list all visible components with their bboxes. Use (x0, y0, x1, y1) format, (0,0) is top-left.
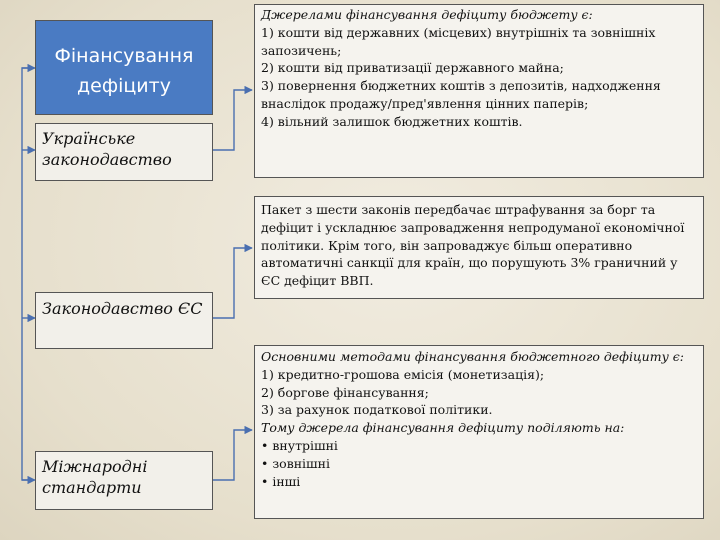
title-line-1: Фінансування (54, 44, 194, 67)
source-bullet: • зовнішні (261, 455, 331, 471)
source-bullet: • інші (261, 473, 301, 489)
methods-line: 3) за рахунок податкової політики. (261, 402, 493, 418)
methods-heading: Основними методами фінансування бюджетного дефіциту є: (261, 349, 685, 364)
eu-law-label: Законодавство ЄС (42, 299, 203, 318)
methods-line: 1) кредитно-грошова емісія (монетизація); (261, 366, 545, 382)
international-line-2: стандарти (42, 478, 142, 497)
ukraine-sources-panel (254, 4, 704, 178)
ukraine-panel-line: 3) повернення бюджетних коштів з депозитів, надходження (261, 78, 661, 94)
source-bullet: • внутрішні (261, 437, 338, 453)
international-line-1: Міжнародні (42, 457, 148, 476)
connector-ukr (213, 90, 252, 150)
ukraine-panel-line: внаслідок продажу/пред'явлення цінних паперів; (261, 95, 589, 111)
eu-law-box (35, 292, 213, 349)
ukraine-panel-line: 1) кошти від державних (місцевих) внутрішніх та зовнішніх (261, 24, 656, 40)
connector-int (213, 430, 252, 480)
connector-eu (213, 248, 252, 318)
eu-panel-line: дефіцит і ускладнює запровадження непродуманої економічної (261, 219, 685, 235)
ukraine-panel-line: 2) кошти від приватизації державного майна; (261, 60, 564, 76)
international-standards-box (35, 451, 213, 510)
eu-panel-line: політики. Крім того, він запроваджує більш оперативно (261, 237, 633, 253)
ukraine-panel-heading: Джерелами фінансування дефіциту бюджету є: (261, 7, 593, 22)
title-box (35, 20, 213, 115)
spine-line (22, 68, 33, 480)
title-line-2: дефіциту (77, 74, 171, 97)
ukrainian-law-line-2: законодавство (42, 150, 172, 169)
international-methods-panel (254, 345, 704, 519)
eu-panel-line: ЄС дефіцит ВВП. (261, 273, 374, 289)
eu-panel-line: Пакет з шести законів передбачає штрафування за борг та (261, 202, 656, 217)
ukraine-panel-line: запозичень; (261, 42, 342, 58)
ukraine-panel-line: 4) вільний залишок бюджетних коштів. (261, 113, 523, 129)
methods-subheading: Тому джерела фінансування дефіциту поділяють на: (261, 420, 625, 436)
eu-rules-panel (254, 196, 704, 299)
ukrainian-law-box (35, 123, 213, 181)
methods-line: 2) боргове фінансування; (261, 384, 429, 400)
ukrainian-law-line-1: Українське (42, 129, 136, 148)
eu-panel-line: автоматичні санкції для країн, що порушують 3% граничний у (261, 255, 678, 271)
